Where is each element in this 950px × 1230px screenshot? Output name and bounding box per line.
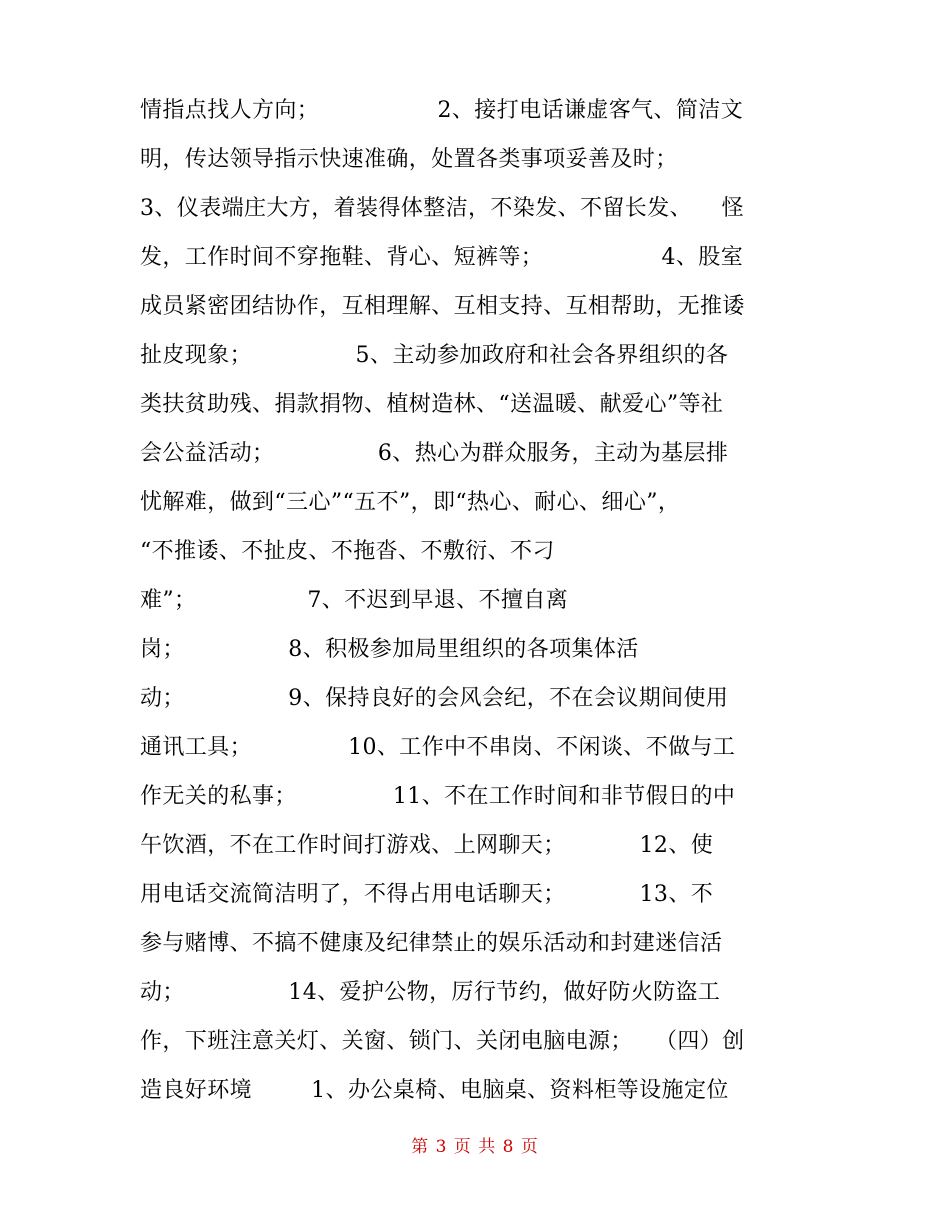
text-line: 发，工作时间不穿拖鞋、背心、短裤等； 4、股室 [140, 245, 744, 270]
text-line: 3、仪表端庄大方，着装得体整洁，不染发、不留长发、 怪 [140, 196, 744, 221]
text-line: 作无关的私事； 11、不在工作时间和非节假日的中 [140, 784, 736, 809]
text-line: 动； 14、爱护公物，厉行节约，做好防火防盗工 [140, 980, 721, 1005]
text-line: 岗； 8、积极参加局里组织的各项集体活 [140, 637, 639, 662]
text-line: 作，下班注意关灯、关窗、锁门、关闭电脑电源； （四）创 [140, 1029, 745, 1054]
text-line: 动； 9、保持良好的会风会纪，不在会议期间使用 [140, 686, 729, 711]
text-line: 类扶贫助残、捐款捐物、植树造林、“送温暖、献爱心”等社 [140, 392, 724, 417]
text-line: 成员紧密团结协作，互相理解、互相支持、互相帮助，无推诿 [140, 294, 745, 319]
text-line: 造良好环境 1、办公桌椅、电脑桌、资料柜等设施定位 [140, 1078, 729, 1103]
text-line: 难”； 7、不迟到早退、不擅自离 [140, 588, 569, 613]
text-line: 参与赌博、不搞不健康及纪律禁止的娱乐活动和封建迷信活 [140, 931, 723, 956]
text-line: “不推诿、不扯皮、不拖沓、不敷衍、不刁 [140, 539, 555, 564]
text-line: 用电话交流简洁明了，不得占用电话聊天； 13、不 [140, 882, 714, 907]
text-line: 明，传达领导指示快速准确，处置各类事项妥善及时； [140, 147, 678, 172]
page-number-footer: 第 3 页 共 8 页 [411, 1137, 539, 1157]
text-line: 会公益活动； 6、热心为群众服务，主动为基层排 [140, 441, 729, 466]
text-line: 情指点找人方向； 2、接打电话谦虚客气、简洁文 [140, 98, 744, 123]
text-line: 扯皮现象； 5、主动参加政府和社会各界组织的各 [140, 343, 729, 368]
body-text [140, 86, 820, 1115]
text-line: 午饮酒，不在工作时间打游戏、上网聊天； 12、使 [140, 833, 714, 858]
text-line: 通讯工具； 10、工作中不串岗、不闲谈、不做与工 [140, 735, 736, 760]
text-line: 忧解难，做到“三心”“五不”，即“热心、耐心、细心”， [140, 490, 681, 515]
